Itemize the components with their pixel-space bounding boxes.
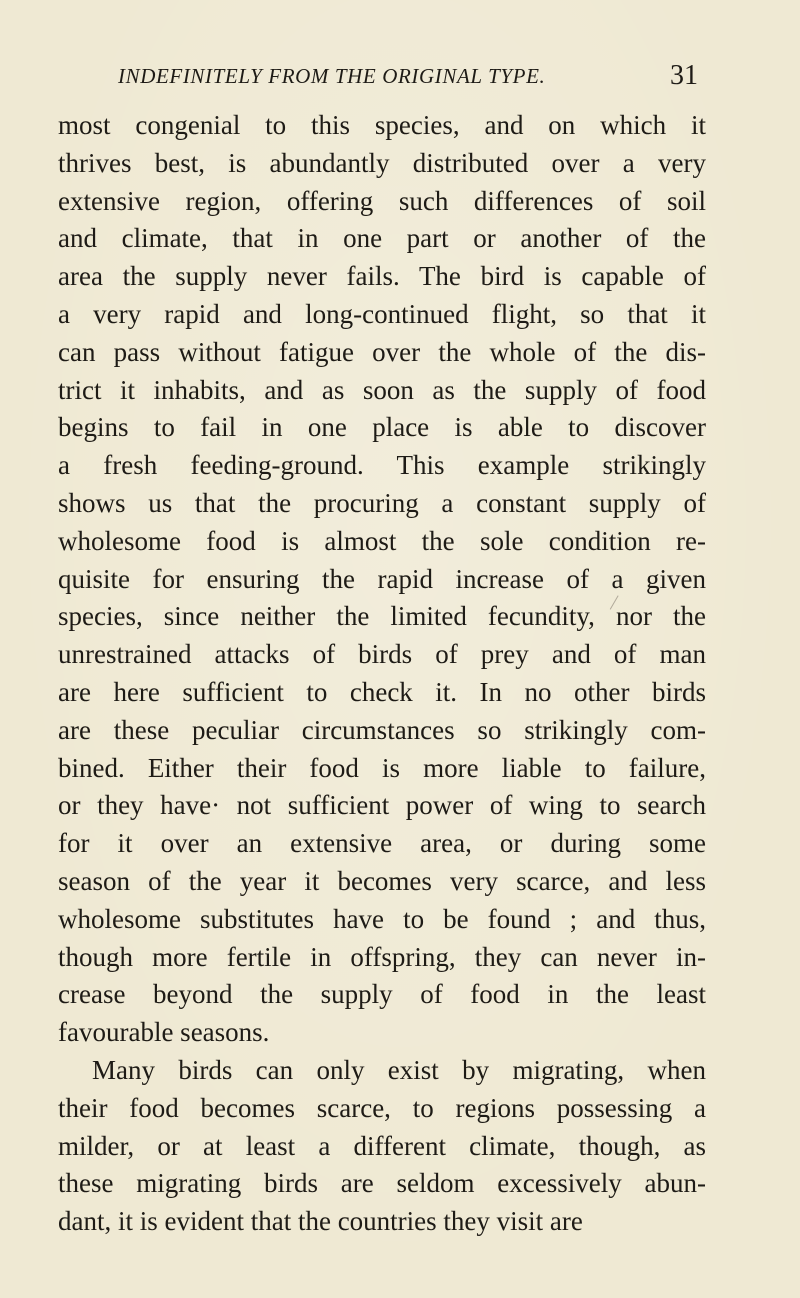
text-line: for it over an extensive area, or during some (58, 828, 706, 859)
text-line: species, since neither the limited fecundity, nor the (58, 601, 706, 632)
text-line: are these peculiar circumstances so strikingly com- (58, 714, 706, 745)
text-line: can pass without fatigue over the whole of the dis- (58, 336, 706, 367)
paragraph-end-line: favourable seasons. (58, 1017, 270, 1048)
page-number: 31 (670, 60, 698, 91)
text-line: unrestrained attacks of birds of prey and of man (58, 639, 706, 670)
text-line: extensive region, offering such differences of soil (58, 185, 706, 216)
text-line: milder, or at least a different climate, though, as (58, 1130, 706, 1161)
text-line: or they have· not sufficient power of wing to search (58, 790, 706, 821)
text-line: are here sufficient to check it. In no other birds (58, 676, 706, 707)
text-line: their food becomes scarce, to regions possessing a (58, 1092, 706, 1123)
text-line: trict it inhabits, and as soon as the supply of food (58, 374, 706, 405)
text-line: wholesome food is almost the sole condition re- (58, 525, 706, 556)
text-line: though more fertile in offspring, they can never in- (58, 941, 706, 972)
body-text (58, 107, 706, 1241)
text-line: thrives best, is abundantly distributed over a very (58, 147, 706, 178)
running-head-title: INDEFINITELY FROM THE ORIGINAL TYPE. (118, 64, 546, 88)
text-line: quisite for ensuring the rapid increase of a given (58, 563, 706, 594)
text-line: shows us that the procuring a constant supply of (58, 487, 706, 518)
running-head (118, 60, 698, 104)
text-line: most congenial to this species, and on which it (58, 110, 706, 140)
text-line: season of the year it becomes very scarce, and less (58, 865, 706, 896)
text-line: a very rapid and long-continued flight, so that it (58, 298, 706, 329)
text-line: bined. Either their food is more liable to failure, (58, 752, 706, 783)
paragraph-start-line: Many birds can only exist by migrating, when (92, 1054, 706, 1085)
text-line: begins to fail in one place is able to discover (58, 412, 706, 443)
text-line: area the supply never fails. The bird is capable of (58, 261, 706, 292)
text-line: these migrating birds are seldom excessively abun- (58, 1168, 706, 1199)
text-line: dant, it is evident that the countries they visit are (58, 1206, 583, 1237)
text-line: and climate, that in one part or another of the (58, 223, 706, 254)
text-line: a fresh feeding-ground. This example strikingly (58, 450, 706, 481)
text-line: crease beyond the supply of food in the least (58, 979, 706, 1010)
text-line: wholesome substitutes have to be found ; and thus, (58, 903, 706, 934)
